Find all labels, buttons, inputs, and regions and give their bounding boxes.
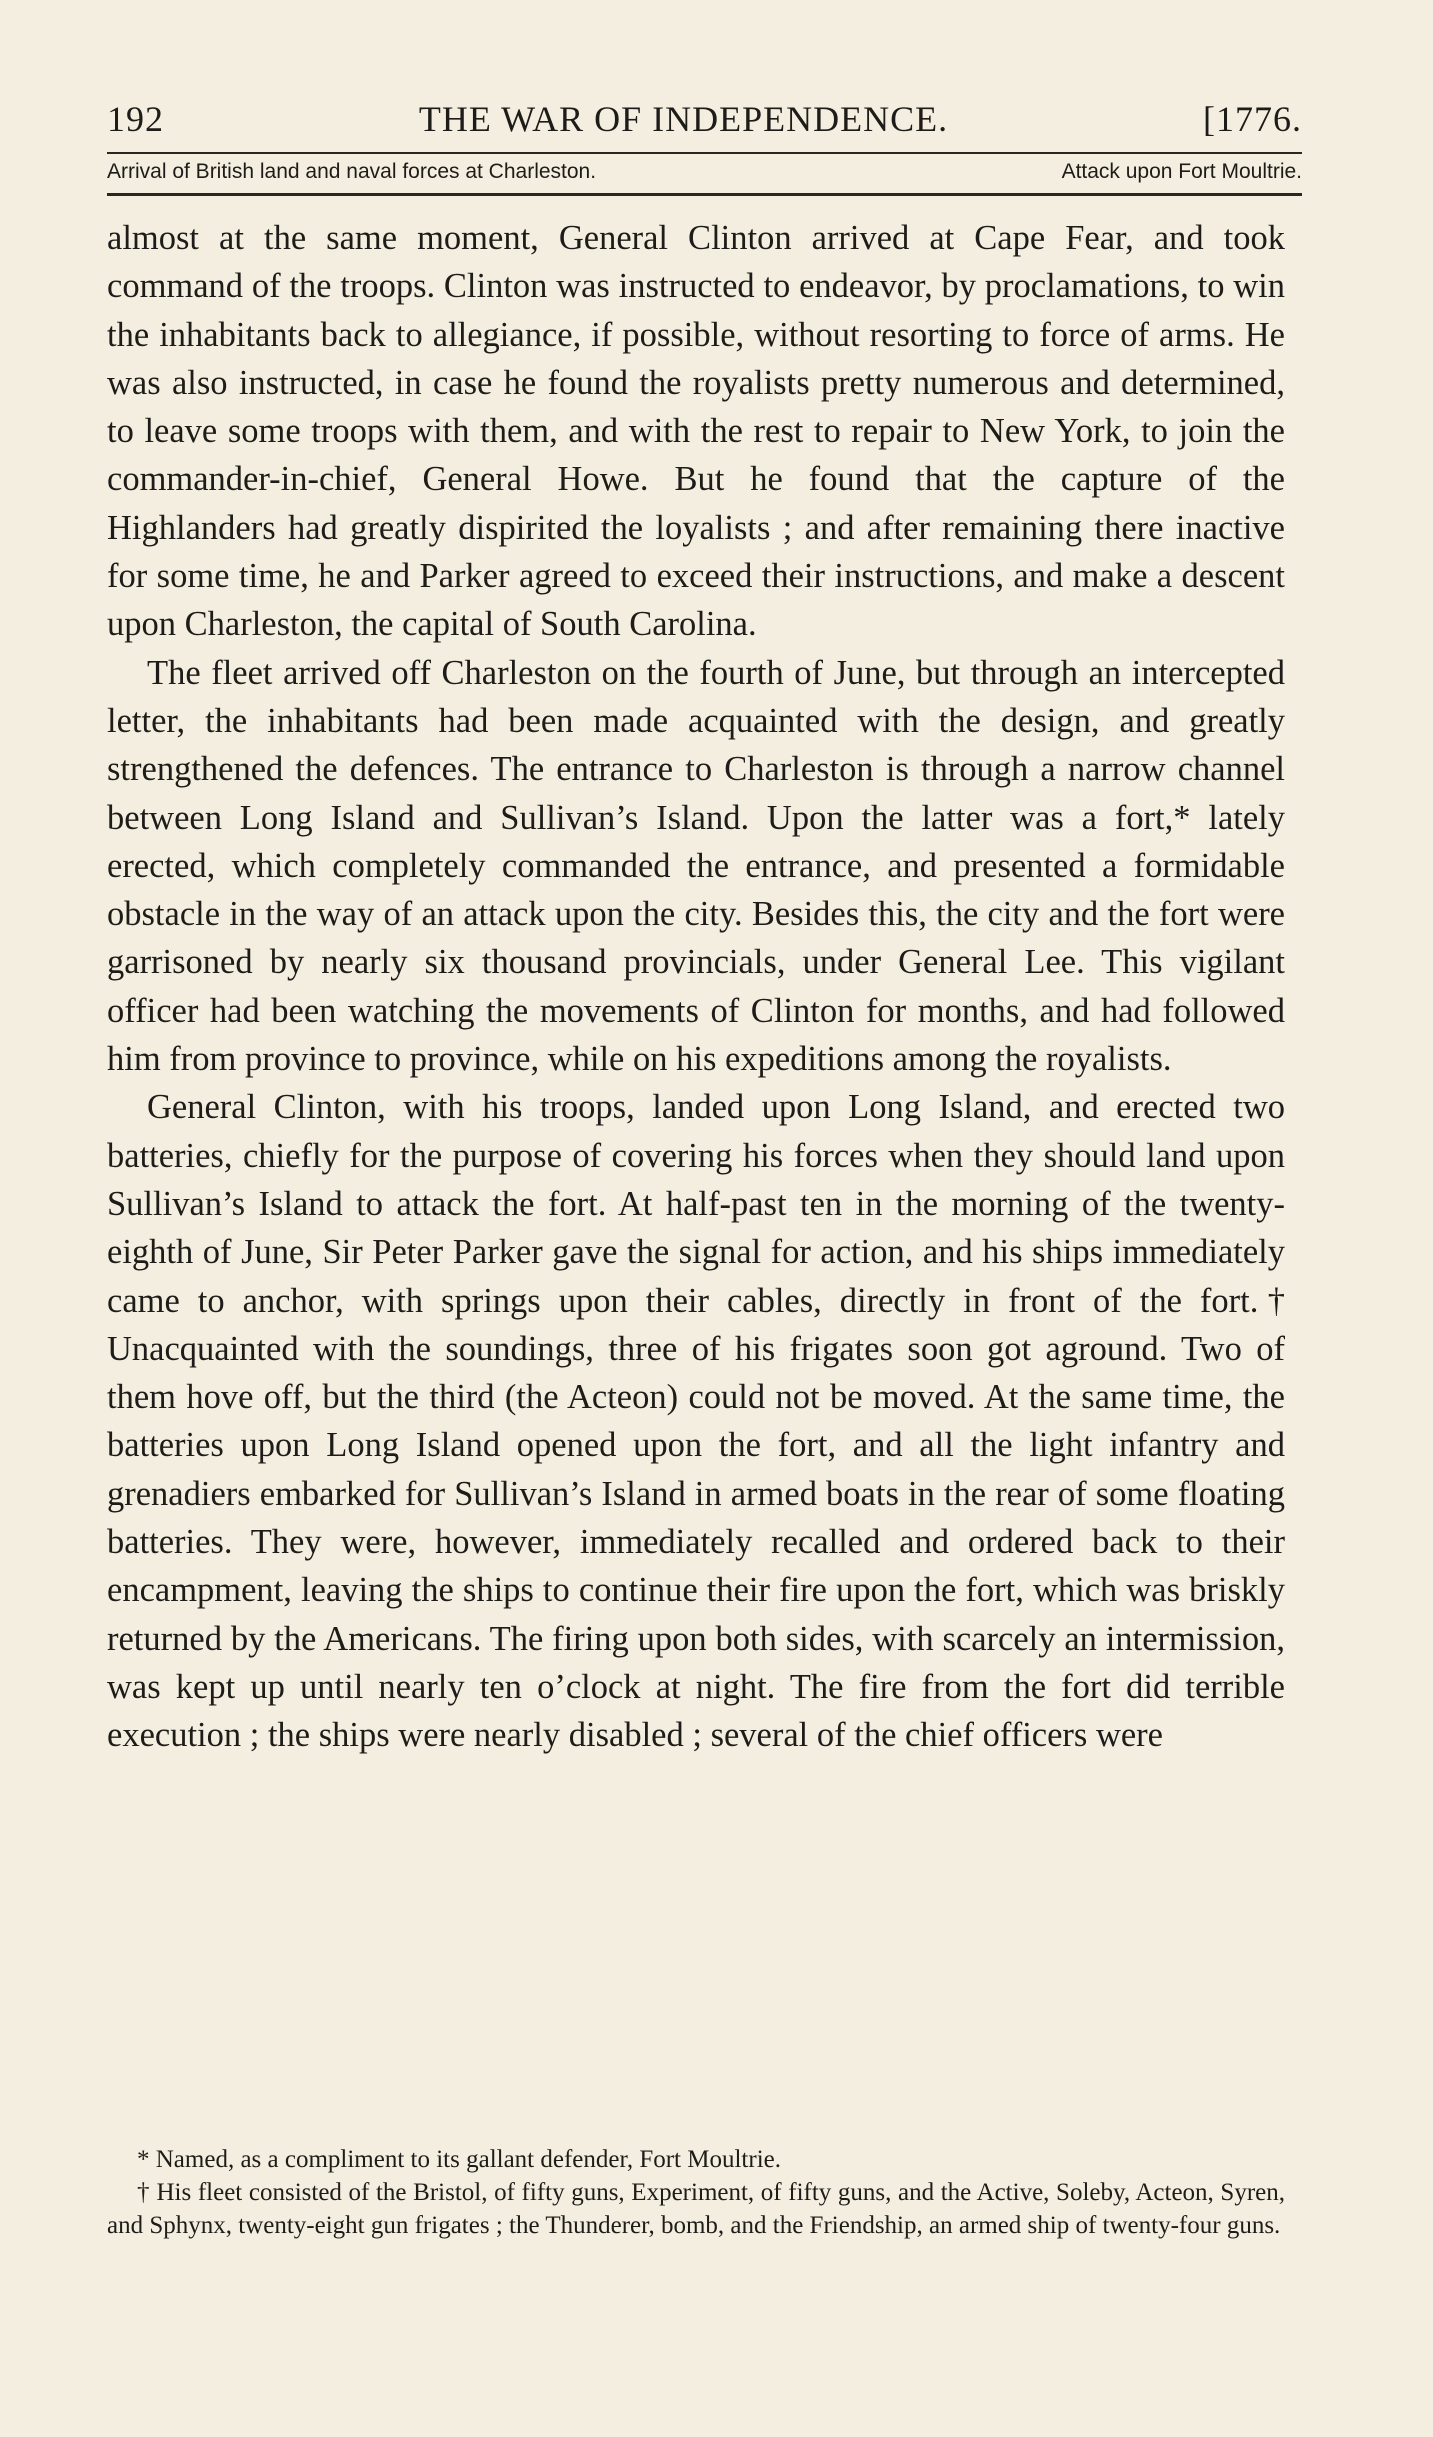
body-text xyxy=(107,214,1285,1760)
page-title: THE WAR OF INDEPENDENCE. xyxy=(418,99,949,139)
header-rule xyxy=(107,152,1302,154)
footnote-1: * Named, as a compliment to its gallant defender, Fort Moultrie. xyxy=(137,2146,781,2173)
page-number: 192 xyxy=(107,99,164,139)
year-marker: [1776. xyxy=(1202,99,1302,139)
footnote-2: † His fleet consisted of the Bristol, of fifty guns, Experiment, of fifty guns, and the Active, Soleby, Acteon, Syren, and Sphynx, twenty-eight gun frigates ; the Thunderer, bomb, and the Friendship, an armed ship of twenty-four guns. xyxy=(107,2179,1285,2239)
footnotes xyxy=(107,2143,1285,2242)
right-subhead: Attack upon Fort Moultrie. xyxy=(1061,160,1302,183)
paragraph-2: The fleet arrived off Charleston on the fourth of June, but through an intercepted letter, the inhabitants had been made acquainted with the design, and greatly strengthened the defences. The entrance to Charleston is through a narrow channel between Long Island and Sullivan’s Island. Upon the latter was a fort,* lately erected, which completely commanded the entrance, and presented a formidable obstacle in the way of an attack upon the city. Besides this, the city and the fort were garrisoned by nearly six thousand provincials, under General Lee. This vigilant officer had been watching the movements of Clinton for months, and had followed him from province to province, while on his expeditions among the royalists. xyxy=(107,653,1285,1079)
running-head xyxy=(107,98,1302,140)
subhead-rule xyxy=(107,193,1302,196)
paragraph-3: General Clinton, with his troops, landed upon Long Island, and erected two batteries, chiefly for the purpose of covering his forces when they should land upon Sullivan’s Island to attack the fort. At half-past ten in the morning of the twenty-eighth of June, Sir Peter Parker gave the signal for action, and his ships immediately came to anchor, with springs upon their cables, directly in front of the fort.† Unacquainted with the soundings, three of his frigates soon got aground. Two of them hove off, but the third (the Acteon) could not be moved. At the same time, the batteries upon Long Island opened upon the fort, and all the light infantry and grenadiers embarked for Sullivan’s Island in armed boats in the rear of some floating batteries. They were, however, immediately recalled and ordered back to their encampment, leaving the ships to continue their fire upon the fort, which was briskly returned by the Americans. The firing upon both sides, with scarcely an intermission, was kept up until nearly ten o’clock at night. The fire from the fort did terrible execution ; the ships were nearly disabled ; several of the chief officers were xyxy=(107,1088,1285,1755)
paragraph-1: almost at the same moment, General Clinton arrived at Cape Fear, and took command of the troops. Clinton was instructed to endeavor, by proclamations, to win the inhabitants back to allegiance, if possible, without resorting to force of arms. He was also instructed, in case he found the royalists pretty numerous and determined, to leave some troops with them, and with the rest to repair to New York, to join the commander-in-chief, General Howe. But he found that the capture of the Highlanders had greatly dispirited the loyalists ; and after remaining there inactive for some time, he and Parker agreed to exceed their instructions, and make a descent upon Charleston, the capital of South Carolina. xyxy=(107,219,1285,644)
section-subheads xyxy=(107,160,1302,184)
left-subhead: Arrival of British land and naval forces at Charleston. xyxy=(107,160,597,183)
